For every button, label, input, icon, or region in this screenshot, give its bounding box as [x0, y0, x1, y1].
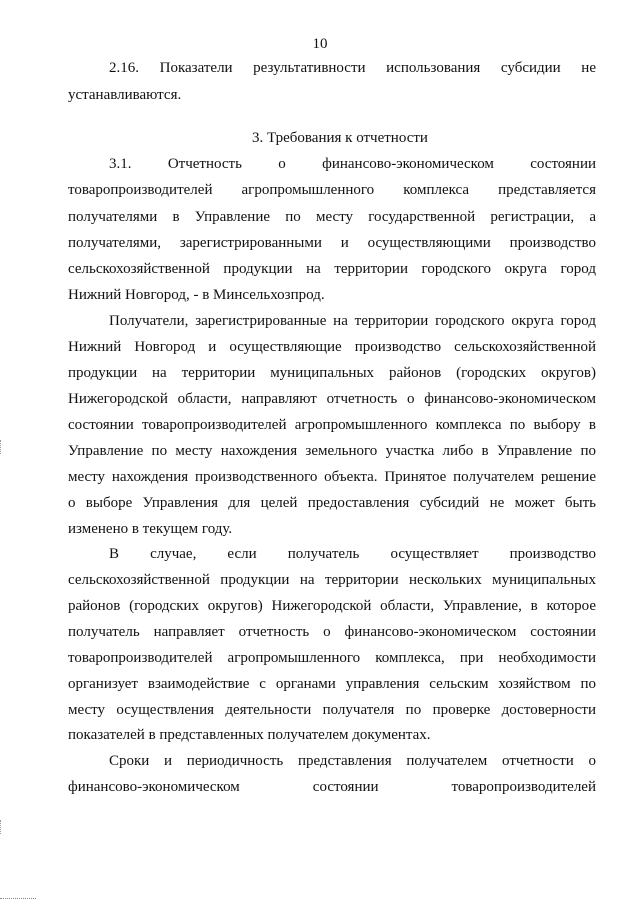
para-case-line-1: В случае, если получатель осуществляет производство — [109, 546, 596, 562]
para-recipients-line-2: Нижний Новгород и осуществляющие производство сельскохозяйственной — [68, 339, 596, 355]
section-2-16-line-1: 2.16. Показатели результативности использования субсидии не — [109, 60, 596, 76]
page-number: 10 — [312, 36, 328, 52]
para-3-1-line-1: 3.1. Отчетность о финансово-экономическом состоянии — [109, 156, 596, 172]
para-case-line-7: месту осуществления деятельности получателя по проверке достоверности — [68, 702, 596, 718]
para-3-1-line-3: получателями в Управление по месту государственной регистрации, а — [68, 209, 596, 225]
para-recipients-line-6: Управление по месту нахождения земельного участка либо в Управление по — [68, 443, 596, 459]
para-recipients-line-4: Нижегородской области, направляют отчетность о финансово-экономическом — [68, 391, 596, 407]
scan-edge-mark — [0, 440, 5, 454]
section-2-16-line-2: устанавливаются. — [68, 87, 182, 103]
para-recipients-line-8: о выборе Управления для целей предоставления субсидий не может быть — [68, 495, 596, 511]
para-case-line-5: товаропроизводителей агропромышленного комплекса, при необходимости — [68, 650, 596, 666]
para-case-line-2: сельскохозяйственной продукции на территории нескольких муниципальных — [68, 572, 596, 588]
para-recipients-line-3: продукции на территории муниципальных районов (городских округов) — [68, 365, 596, 381]
para-recipients-line-7: месту нахождения производственного объекта. Принятое получателем решение — [68, 469, 596, 485]
para-case-line-8: показателей в представленных получателем документах. — [68, 727, 431, 743]
para-recipients-line-5: состоянии товаропроизводителей агропромышленного комплекса по выбору в — [68, 417, 596, 433]
para-terms-line-1: Сроки и периодичность представления получателем отчетности о — [109, 753, 596, 769]
para-recipients-line-9: изменено в текущем году. — [68, 521, 233, 537]
para-case-line-4: получатель направляет отчетность о финансово-экономическом состоянии — [68, 624, 596, 640]
scan-footer-dots — [0, 898, 36, 899]
para-recipients-line-1: Получатели, зарегистрированные на территории городского округа город — [109, 313, 596, 329]
para-3-1-line-4: получателями, зарегистрированными и осуществляющими производство — [68, 235, 596, 251]
para-terms-line-2: финансово-экономическом состоянии товаропроизводителей — [68, 779, 596, 795]
para-3-1-line-2: товаропроизводителей агропромышленного комплекса представляется — [68, 182, 596, 198]
para-3-1-line-5: сельскохозяйственной продукции на территории городского округа город — [68, 261, 596, 277]
section-3-heading: 3. Требования к отчетности — [252, 130, 428, 146]
para-3-1-line-6: Нижний Новгород, - в Минсельхозпрод. — [68, 287, 325, 303]
scan-edge-mark — [0, 820, 5, 834]
para-case-line-3: районов (городских округов) Нижегородской области, Управление, в которое — [68, 598, 596, 614]
para-case-line-6: организует взаимодействие с органами управления сельским хозяйством по — [68, 676, 596, 692]
